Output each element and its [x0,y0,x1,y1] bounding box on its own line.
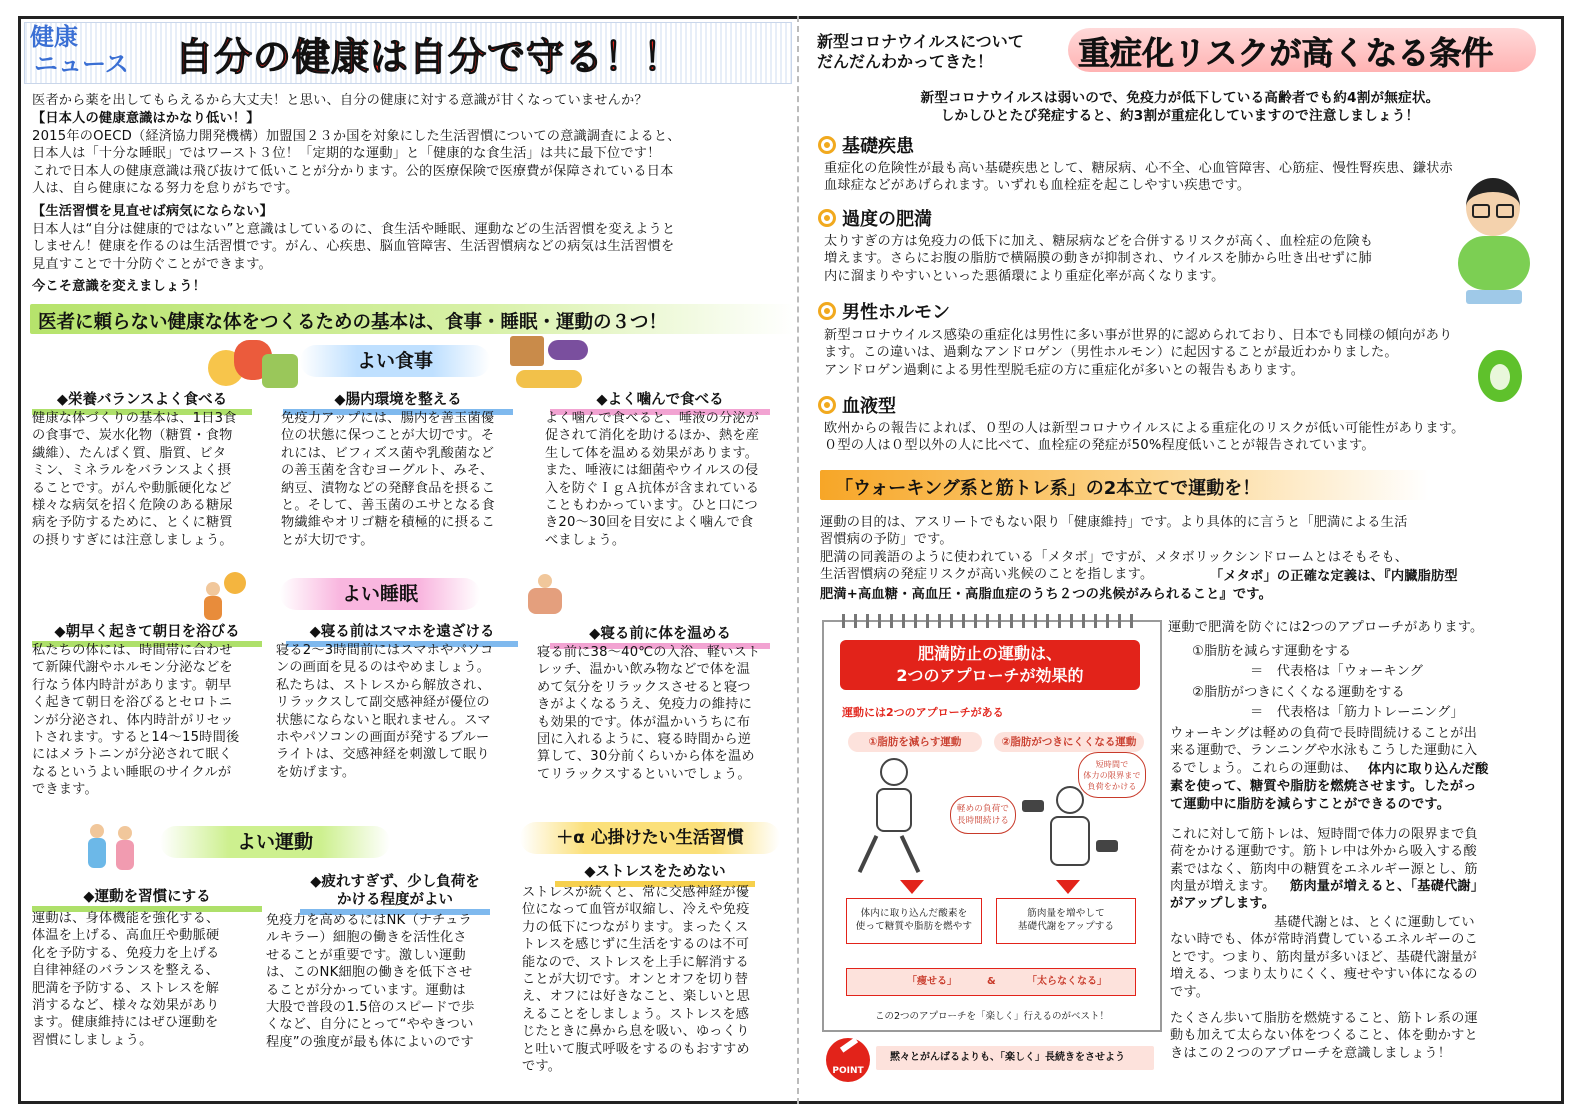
plus-title: ＋α 心掛けたい生活習慣 [520,822,780,854]
strength-text-bold: 筋肉量が増えると、「基礎代謝」 がアップします。 [1170,879,1485,912]
food-cap-3: ◆よく噛んで食べる [550,388,770,415]
exercise-text-1: 運動は、身体機能を強化する、 体温を上げる、高血圧や動脈硬 化を予防する、免疫力を上げる 自律神経のバランスを整える、 肥満を予防する、ストレスを解 消するなど、様々な効果があり ます。健康維持にはぜひ運動を 習慣にしましょう。 [32,911,220,1048]
section-1-heading [818,132,914,158]
spiral-icon [818,396,836,414]
lead-1: 新型コロナウイルスは弱いので、免疫力が低下している高齢者でも約4割が無症状。 [920,90,1440,106]
food-cap-1: ◆栄養バランスよく食べる [32,388,252,415]
poster-bubble-1: 軽めの負荷で 長時間続ける [950,796,1016,834]
right-title: 重症化リスクが高くなる条件 [1078,34,1494,72]
exercise-cap-2a: ◆疲れすぎず、少し負荷を [310,874,480,890]
habit-text: 日本人は“自分は健康的ではない”と意識はしているのに、食生活や睡眠、運動などの生活習慣を変えようと しません！健康を作るのは生活習慣です。がん、心疾患、脳血管障害、生活習慣病などの病気は生活習慣を 見直すことで十分防ぐことができます。 [32,222,676,272]
metabolism-text: 基礎代謝とは、とくに運動してい ない時でも、体が常時消費しているエネルギーのこ とです。つまり、筋肉量が多いほど、基礎代謝量が 増える、つまり太りにくく、痩せやすい体になるの です。 [1170,915,1478,1000]
walk-text-1: 運動の目的は、アスリートでもない限り「健康維持」です。より具体的に言うと「肥満による生活 習慣病の予防」です。 肥満の同義語のように使われている「メタボ」ですが、メタボリックシンドロームとはそもそも、 生活習慣病の発症リスクが高い兆候のことを指します。 [820,515,1409,583]
change-now-text: 今こそ意識を変えましょう！ [32,279,207,294]
food-title: よい食事 [300,345,490,377]
tag-line-2: ニュース [34,50,129,78]
walking-text-bold: 体内に取り込んだ酸 素を使って、糖質や脂肪を燃焼させます。したがっ て運動中に脂肪を減らすことができるのです。 [1170,762,1489,812]
poster-bubble-2: 短時間で 体力の限界まで 負荷をかける [1078,752,1146,798]
poster-arrow-1 [900,880,924,894]
approach-2-rep: ＝ 代表格は「筋力トレーニング」 [1250,705,1464,720]
approach-1: ①脂肪を減らす運動をする [1192,644,1352,659]
intro-text: 医者から薬を出してもらえるから大丈夫！と思い、自分の健康に対する意識が甘くなっていませんか？ [32,93,648,108]
column-divider [797,16,799,1104]
spiral-icon [818,302,836,320]
spiral-icon [818,209,836,227]
heading-habit: 【生活習慣を見直せば病気にならない】 [32,204,273,219]
food-text-2: 免疫力アップには、腸内を善玉菌優 位の状態に保つことが大切です。そ れには、ビフィズス菌や乳酸菌など の善玉菌を含むヨーグルト、みそ、 納豆、漬物などの発酵食品を摂るこ と。そして、善玉菌のエサとなる食 物繊維やオリゴ糖を積極的に摂るこ とが大切です。 [281,411,496,548]
left-title: 自分の健康は自分で守る！！ [175,35,683,79]
sleep-text-2: 寝る2～3時間前にはスマホやパソコ ンの画面を見るのはやめましょう。 私たちは、ストレスから解放され、 リラックスして副交感神経が優位の 状態にならないと眠れません。スマ ホやパソコンの画面が発するブルー ライトは、交感神経を刺激して眠り を妨げます。 [276,643,494,780]
approach-intro: 運動で肥満を防ぐには2つのアプローチがあります。 [1168,620,1484,635]
poster-spiral-binding [842,614,1142,628]
sleep-text-1: 私たちの体には、時間帯に合わせ て新陳代謝やホルモン分泌などを 行なう体内時計があります。朝早 く起きて朝日を浴びるとセロトニ ンが分泌され、体内時計がリセッ トされます。すると14～15時間後 にはメラトニンが分泌されて眠く なるというよい睡眠のサイクルが できます。 [32,643,240,798]
section-4-text: 欧州からの報告によれば、０型の人は新型コロナウイルスによる重症化のリスクが低い可能性があります。 ０型の人は０型以外の人に比べて、血栓症の発症が50%程度低いことが報告されています。 [824,421,1465,454]
section-2-text: 太りすぎの方は免疫力の低下に加え、糖尿病などを合併するリスクが高く、血栓症の危険も 増えます。さらにお腹の脂肪で横隔膜の動きが抑制され、ウイルスを肺から吐き出せずに肺 内に溜まりやすいといった悪循環により重症化率が高くなります。 [824,234,1374,284]
food-text-3: よく噛んで食べると、唾液の分泌が 促されて消化を助けるほか、熱を産 生して体を温める効果があります。 また、唾液には細菌やウイルスの侵 入を防ぐＩｇＡ抗体が含まれている こともわかっています。ひと口につ き20～30回を目安によく噛んで食 べましょう。 [545,411,760,548]
section-4-heading [818,392,896,418]
poster-box-2: 筋肉量を増やして 基礎代謝をアップする [996,898,1136,944]
relax-person-icon [520,570,570,620]
sleep-cap-2: ◆寝る前はスマホを遠ざける [286,620,518,647]
sleep-text-3: 寝る前に38～40℃の入浴、軽いスト レッチ、温かい飲み物などで体を温 めて気分をリラックスさせると寝つ きがよくなるうえ、免疫力の維持に も効果的です。体が温かいうちに布 団に入れるように、寝る時間から逆 算して、30分前くらいから体を温め てリラックスするといいでしょう。 [537,645,761,782]
spiral-icon [818,136,836,154]
food-text-1: 健康な体づくりの基本は、1日3食 の食事で、炭水化物（糖質・食物 繊維）、たんぱく質、脂質、ビタ ミン、ミネラルをバランスよく摂 ることです。がんや動脈硬化など 様々な病気を招く危険のある糖尿 病を予防するために、とくに糖質 の摂りすぎには注意しましょう。 [32,411,237,548]
walk-text-1b: 「メタボ」の正確な定義は、『内臓脂肪型 [1210,569,1458,584]
food-cap-2: ◆腸内環境を整える [283,388,513,415]
blood-type-o-mascot [1478,350,1522,402]
poster-title-1: 肥満防止の運動は、 [917,644,1062,663]
poster-tag-2: ②脂肪がつきにくくなる運動 [994,732,1144,752]
walking-man-illustration [852,758,942,878]
exercise-cap-1: ◆運動を習慣にする [32,885,262,912]
result-left: 「痩せる」 [907,976,957,987]
section-2-heading [818,205,932,231]
approach-1-rep: ＝ 代表格は「ウォーキング [1250,664,1424,679]
tag-line-1: 健康 [30,23,78,51]
point-label: POINT [832,1066,864,1076]
poster-sub: 運動には2つのアプローチがある [842,706,1004,719]
exercise-title: よい運動 [160,826,390,858]
exercise-text-2: 免疫力を高めるにはNK（ナチュラ ルキラー）細胞の働きを活性化さ せることが重要です。激しい運動 は、このNK細胞の働きを低下させ ることが分かっています。運動は 大股で普段の1.5倍のスピードで歩 くなど、自分にとって“ややきつい 程度”の強度が最も体によいのです [266,913,475,1050]
walk-text-1c: 肥満+高血糖・高血圧・高脂血症のうち２つの兆候がみられること』です。 [820,587,1272,602]
sleep-cap-3: ◆寝る前に体を温める [550,622,770,649]
poster-note: この2つのアプローチを「楽しく」行えるのがベスト！ [874,1011,1110,1022]
strength-text: これに対して筋トレは、短時間で体力の限界まで負 荷をかける運動です。筋トレ中は外から吸入する酸 素ではなく、筋肉中の糖質をエネルギー源とし、筋 肉量が増えます。 [1170,827,1478,895]
poster-title-2: 2つのアプローチが効果的 [896,666,1084,685]
result-right: 「太らなくなる」 [1027,976,1107,987]
walking-text: ウォーキングは軽めの負荷で長時間続けることが出 来る運動で、ランニングや水泳もこうした運動に入 るでしょう。これらの運動は、 [1170,726,1478,776]
low-awareness-text: 2015年のOECD（経済協力開発機構）加盟国２３か国を対象にした生活習慣についての意識調査によると、 日本人は「十分な睡眠」ではワースト３位！「定期的な運動」と「健康的な食生活」は共に最下位です！ これで日本人の健康意識は飛び抜けて低いことが分かります。公的医療保険で医療費が保障されている日本 人は、自ら健康になる努力を怠りがちです。 [32,129,681,197]
point-text: 黙々とがんばるよりも、「楽しく」長続きをさせよう [876,1046,1154,1070]
section-1-title: 基礎疾患 [842,136,914,157]
plus-text: ストレスが続くと、常に交感神経が優 位になって血管が収縮し、冷えや免疫 力の低下につながります。まったくス トレスを感じずに生活をするのは不可 能なので、ストレスを上手に解消する ことが大切です。オンとオフを切り替 え、オフには好きなこと、楽しいと思 えることをしましょう。ストレスを感 じたときに鼻から息を吸い、ゆっくり と吐いて腹式呼吸をするのもおすすめ です。 [522,885,750,1075]
sub-line-2: だんだんわかってきた！ [817,52,994,71]
fermented-food-illustration [510,336,590,392]
section-4-title: 血液型 [842,396,896,417]
sub-line-1: 新型コロナウイルスについて [817,32,1024,51]
header-tag [30,24,160,82]
basic-heading: 医者に頼らない健康な体をつくるための基本は、食事・睡眠・運動の３つ！ [38,312,668,333]
sunrise-person-icon [200,572,250,622]
walk-heading: 「ウォーキング系と筋トレ系」の2本立てで運動を！ [835,478,1261,499]
poster-box-1: 体内に取り込んだ酸素を 使って糖質や脂肪を燃やす [846,898,982,944]
section-2-title: 過度の肥満 [842,209,932,230]
sleep-title: よい睡眠 [280,578,480,610]
sleep-cap-1: ◆朝早く起きて朝日を浴びる [32,620,262,647]
closing-text: たくさん歩いて脂肪を燃焼すること、筋トレ系の運 動も加えて太らない体をつくること、体を動かすと きはこの２つのアプローチを意識しましょう！ [1170,1011,1478,1061]
right-sub-heading [817,32,1024,72]
overweight-man-illustration [1452,178,1536,308]
poster-arrow-2 [1056,880,1080,894]
section-3-title: 男性ホルモン [842,302,950,323]
section-3-heading [818,298,950,324]
section-1-text: 重症化の危険性が最も高い基礎疾患として、糖尿病、心不全、心血管障害、心筋症、慢性腎疾患、鎌状赤 血球症などがあげられます。いずれも血栓症を起こしやすい疾患です。 [824,161,1453,194]
heading-low-awareness: 【日本人の健康意識はかなり低い！】 [32,111,260,126]
approach-2: ②脂肪がつきにくくなる運動をする [1192,685,1405,700]
poster-tag-1: ①脂肪を減らす運動 [848,732,982,752]
lead-2: しかしひとたび発症すると、約3割が重症化していますので注意しましょう！ [940,108,1420,124]
poster-result [846,968,1136,996]
plus-cap: ◆ストレスをためない [555,860,755,887]
food-illustration [208,338,300,392]
poster-title-box [840,640,1140,690]
result-amp: & [987,976,996,987]
exercise-cap-2b: かける程度がよい [300,888,490,915]
walking-people-icon [84,824,148,880]
section-3-text: 新型コロナウイルス感染の重症化は男性に多い事が世界的に認められており、日本でも同様の傾向があり ます。この違いは、過剰なアンドロゲン（男性ホルモン）に起因することが最近わかりました。 アンドロゲン過剰による男性型脱毛症の方に重症化が多いとの報告もあります。 [824,328,1453,378]
